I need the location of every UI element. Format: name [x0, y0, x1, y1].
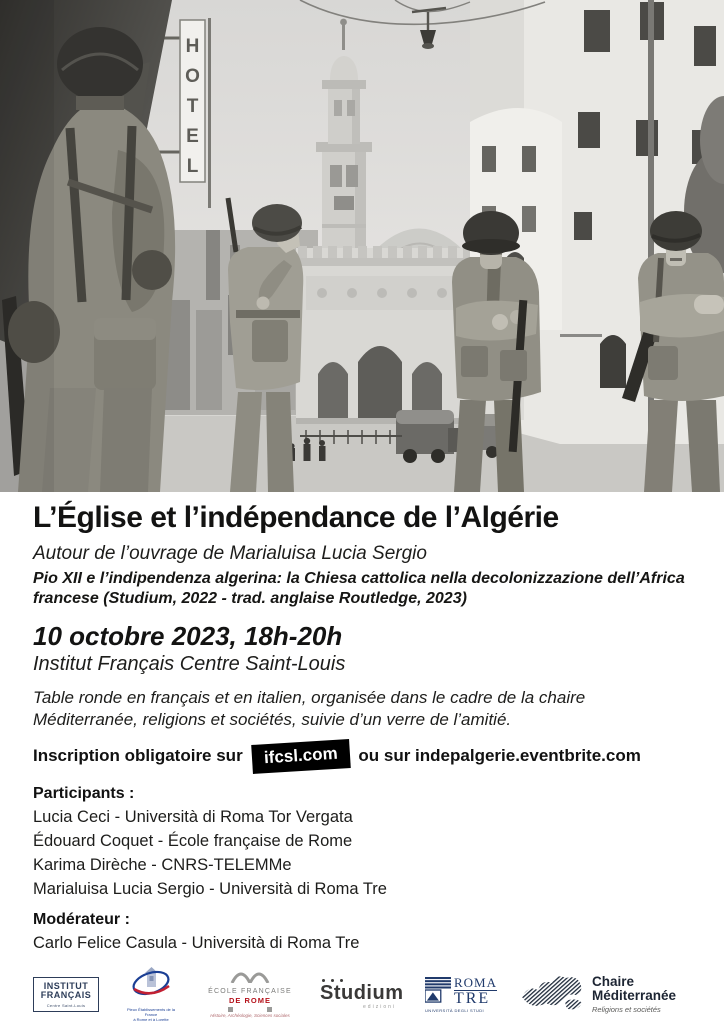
edge-shadow	[0, 0, 54, 492]
svg-text:L: L	[186, 156, 199, 177]
photo-street-scene	[0, 0, 724, 492]
mosque	[296, 228, 476, 424]
chaire-map-icon	[520, 971, 584, 1017]
book-title	[33, 569, 691, 609]
ifcsl-site-badge: ifcsl.com	[251, 739, 350, 774]
participant-row: Karima Dirèche - CNRS-TELEMMe	[33, 856, 292, 874]
pieux-emblem-icon	[129, 966, 173, 1002]
registration-prefix: Inscription obligatoire sur	[33, 746, 243, 765]
participants-section	[33, 783, 691, 901]
book-title-line1: Pio XII e l’indipendenza algerina: la Chiesa cattolica nella decolonizzazione dell’Africa	[33, 570, 685, 587]
logo-pieux-etablissements: Pieux Établissements de la France à Rome et à Lorette	[122, 966, 180, 1022]
registration-suffix: ou sur indepalgerie.eventbrite.com	[358, 746, 641, 765]
svg-text:O: O	[185, 66, 200, 87]
participant-row: Lucia Ceci - Università di Roma Tor Vergata	[33, 808, 353, 826]
moderator-section	[33, 909, 691, 955]
logo-institut-francais: INSTITUT FRANÇAIS Centre Saint-Louis	[33, 977, 99, 1012]
roma-tre-icon	[425, 976, 451, 1004]
participants-heading: Participants :	[33, 785, 135, 802]
svg-text:E: E	[186, 126, 199, 147]
event-description-line2: Méditerranée, religions et sociétés, suivie d’un verre de l’amitié.	[33, 710, 512, 729]
logo-ecole-francaise-de-rome: ÉCOLE FRANÇAISE DE ROME Histoire, Archéologie, Sciences sociales	[203, 969, 297, 1019]
moderator-row: Carlo Felice Casula - Università di Roma Tre	[33, 934, 360, 952]
logo-institut-francais-label: INSTITUT	[43, 980, 89, 991]
efr-squares-icon	[228, 1007, 272, 1012]
page-title: L’Église et l’indépendance de l’Algérie	[33, 501, 559, 534]
partner-logos-row	[33, 963, 691, 1024]
registration-line	[33, 741, 691, 771]
svg-text:H: H	[185, 36, 200, 57]
event-datetime: 10 octobre 2023, 18h-20h	[33, 621, 343, 651]
poster-text-content	[0, 492, 724, 1024]
subtitle: Autour de l’ouvrage de Marialuisa Lucia Sergio	[33, 543, 427, 564]
participant-row: Édouard Coquet - École française de Rome	[33, 832, 353, 850]
svg-text:T: T	[186, 96, 199, 117]
book-title-line2: francese (Studium, 2022 - trad. anglaise Routledge, 2023)	[33, 590, 467, 607]
event-description-line1: Table ronde en français et en italien, organisée dans le cadre de la chaire	[33, 688, 586, 707]
participant-row: Marialuisa Lucia Sergio - Università di Roma Tre	[33, 880, 387, 898]
moderator-heading: Modérateur :	[33, 911, 130, 928]
logo-roma-tre: ROMA TRE UNIVERSITÀ DEGLI STUDI	[425, 974, 497, 1013]
efr-arches-icon	[226, 969, 274, 983]
event-description	[33, 687, 691, 731]
logo-chaire-mediterranee: Chaire Méditerranée Religions et sociétés	[520, 971, 680, 1017]
logo-studium-edizioni: Studium edizioni	[320, 979, 402, 1010]
event-venue: Institut Français Centre Saint-Louis	[33, 653, 346, 675]
